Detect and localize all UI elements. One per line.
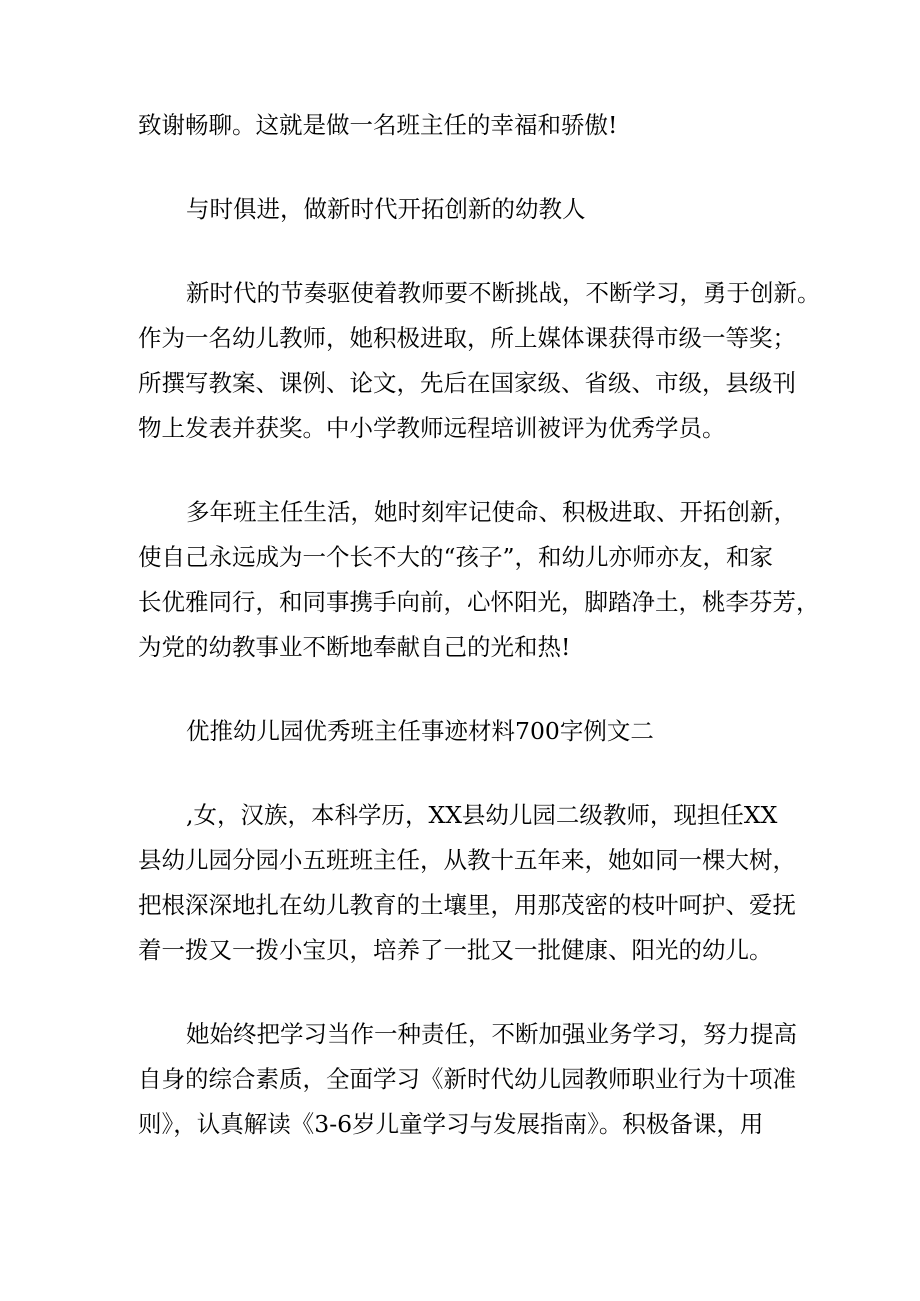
text-line: 县幼儿园分园小五班班主任，从教十五年来，她如同一棵大树，: [138, 846, 796, 874]
text-line: 为党的幼教事业不断地奉献自己的光和热!: [138, 633, 571, 661]
text-line: 自身的综合素质，全面学习《新时代幼儿园教师职业行为十项准: [138, 1065, 796, 1093]
text-line: 所撰写教案、课例、论文，先后在国家级、省级、市级，县级刊: [138, 369, 796, 397]
text-line: 物上发表并获奖。中小学教师远程培训被评为优秀学员。: [138, 414, 726, 442]
text-line: 使自己永远成为一个长不大的“孩子”，和幼儿亦师亦友，和家: [138, 543, 774, 571]
section-heading: 与时俱进，做新时代开拓创新的幼教人: [186, 195, 586, 223]
text-line: 致谢畅聊。这就是做一名班主任的幸福和骄傲!: [138, 111, 618, 139]
text-line: 她始终把学习当作一种责任，不断加强业务学习，努力提高: [186, 1020, 797, 1048]
text-line: 则》，认真解读《3-6岁儿童学习与发展指南》。积极备课，用: [138, 1110, 764, 1138]
text-line: 作为一名幼儿教师，她积极进取，所上媒体课获得市级一等奖；: [138, 324, 796, 352]
text-line: 新时代的节奏驱使着教师要不断挑战，不断学习，勇于创新。: [186, 279, 821, 307]
text-line: 多年班主任生活，她时刻牢记使命、积极进取、开拓创新，: [186, 498, 797, 526]
section-heading: 优推幼儿园优秀班主任事迹材料700字例文二: [186, 717, 654, 745]
text-line: 长优雅同行，和同事携手向前，心怀阳光，脚踏净土，桃李芬芳，: [138, 588, 820, 616]
text-line: ,女，汉族，本科学历，XX县幼儿园二级教师，现担任XX: [186, 801, 778, 829]
text-line: 着一拨又一拨小宝贝，培养了一批又一批健康、阳光的幼儿。: [138, 936, 773, 964]
text-line: 把根深深地扎在幼儿教育的土壤里，用那茂密的枝叶呵护、爱抚: [138, 891, 796, 919]
